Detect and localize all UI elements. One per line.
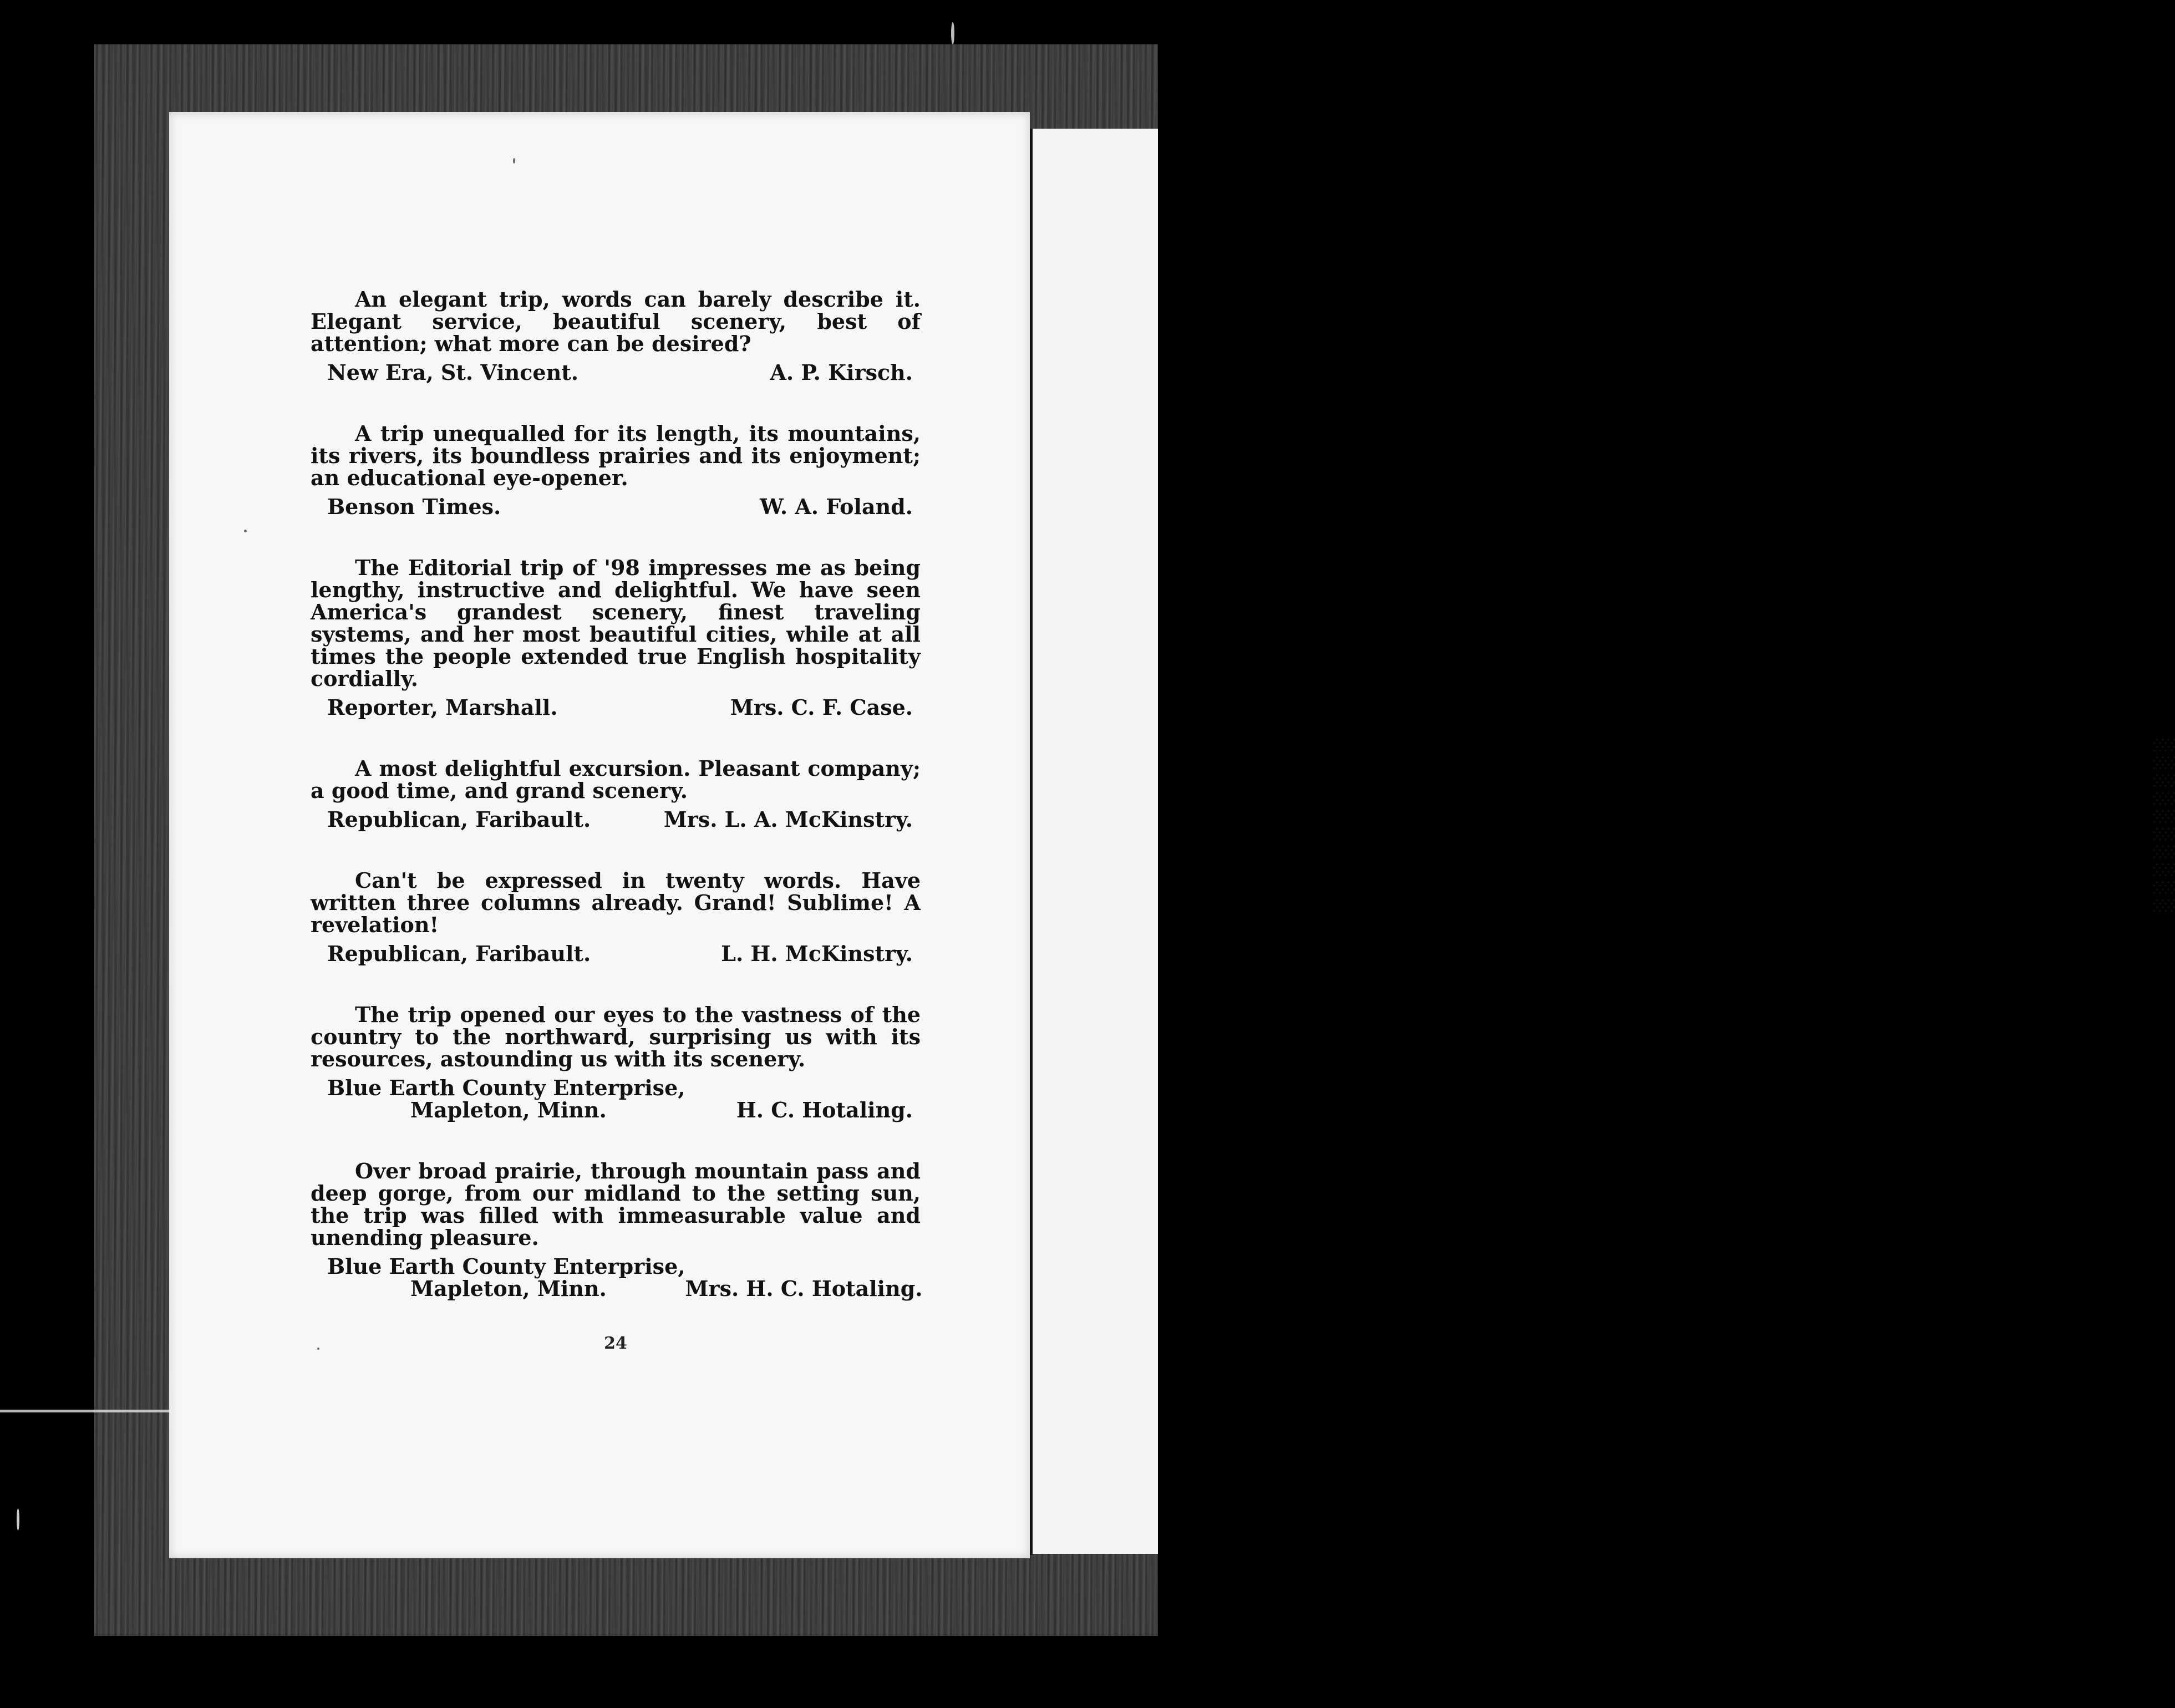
testimonial — [311, 758, 921, 831]
newspaper-name: Blue Earth County Enterprise, — [327, 1254, 685, 1279]
author-name: A. P. Kirsch. — [770, 360, 913, 385]
testimonial-quote: Can't be expressed in twenty words. Have written three columns already. Grand! Sublime! A revelation! — [311, 868, 921, 937]
newspaper-name: New Era, St. Vincent. — [327, 360, 578, 385]
dust-speck — [17, 1508, 19, 1531]
dust-speck — [244, 530, 247, 532]
author-name: Mrs. H. C. Hotaling. — [685, 1276, 923, 1301]
testimonial-quote: A most delightful excursion. Pleasant company; a good time, and grand scenery. — [311, 756, 921, 803]
testimonial — [311, 870, 921, 965]
testimonial-attribution — [311, 943, 921, 965]
testimonial-attribution — [311, 1255, 921, 1300]
testimonials-list — [311, 288, 921, 1339]
author-name: Mrs. C. F. Case. — [730, 695, 913, 720]
newspaper-name: Benson Times. — [327, 494, 501, 519]
author-name: Mrs. L. A. McKinstry. — [663, 807, 913, 832]
testimonial-quote: Over broad prairie, through mountain pass and deep gorge, from our midland to the setting sun, the trip was filled with immeasurable value and unending pleasure. — [311, 1158, 921, 1250]
testimonial-attribution — [311, 496, 921, 518]
newspaper-name: Republican, Faribault. — [327, 807, 591, 832]
testimonial-quote: An elegant trip, words can barely describe it. Elegant service, beautiful scenery, best of attention; what more can be desired? — [311, 287, 921, 356]
author-name: L. H. McKinstry. — [721, 941, 913, 966]
page-number: 24 — [604, 1334, 627, 1353]
author-name: H. C. Hotaling. — [736, 1097, 913, 1122]
newspaper-place: Mapleton, Minn. — [410, 1276, 607, 1301]
testimonial — [311, 557, 921, 719]
newspaper-name: Republican, Faribault. — [327, 941, 591, 966]
bleed-through-text: ░░░░░░░░░░ — [2153, 739, 2175, 917]
newspaper-place: Mapleton, Minn. — [410, 1097, 607, 1122]
newspaper-name: Blue Earth County Enterprise, — [327, 1075, 685, 1100]
newspaper-block — [311, 1077, 685, 1121]
dust-speck — [317, 1348, 319, 1350]
testimonial — [311, 1160, 921, 1300]
testimonial-quote: The trip opened our eyes to the vastness of the country to the northward, surprising us with its resources, astounding us with its scenery. — [311, 1002, 921, 1071]
testimonial-quote: A trip unequalled for its length, its mountains, its rivers, its boundless prairies and its enjoyment; an educational eye-opener. — [311, 421, 921, 490]
dust-speck — [951, 22, 954, 44]
newspaper-name: Reporter, Marshall. — [327, 695, 558, 720]
author-name: W. A. Foland. — [760, 494, 913, 519]
testimonial — [311, 288, 921, 384]
testimonial-quote: The Editorial trip of '98 impresses me as being lengthy, instructive and delightful. We have seen America's grandest scenery, finest traveling systems, and her most beautiful cities, while at all times the people extended true English hospitality cordially. — [311, 555, 921, 691]
testimonial — [311, 1004, 921, 1121]
testimonial-attribution — [311, 697, 921, 719]
dust-speck — [513, 158, 515, 164]
facing-page — [1033, 129, 2175, 1554]
testimonial — [311, 423, 921, 518]
testimonial-attribution — [311, 1077, 921, 1121]
testimonial-attribution — [311, 362, 921, 384]
newspaper-block — [311, 1255, 685, 1300]
testimonial-attribution — [311, 809, 921, 831]
